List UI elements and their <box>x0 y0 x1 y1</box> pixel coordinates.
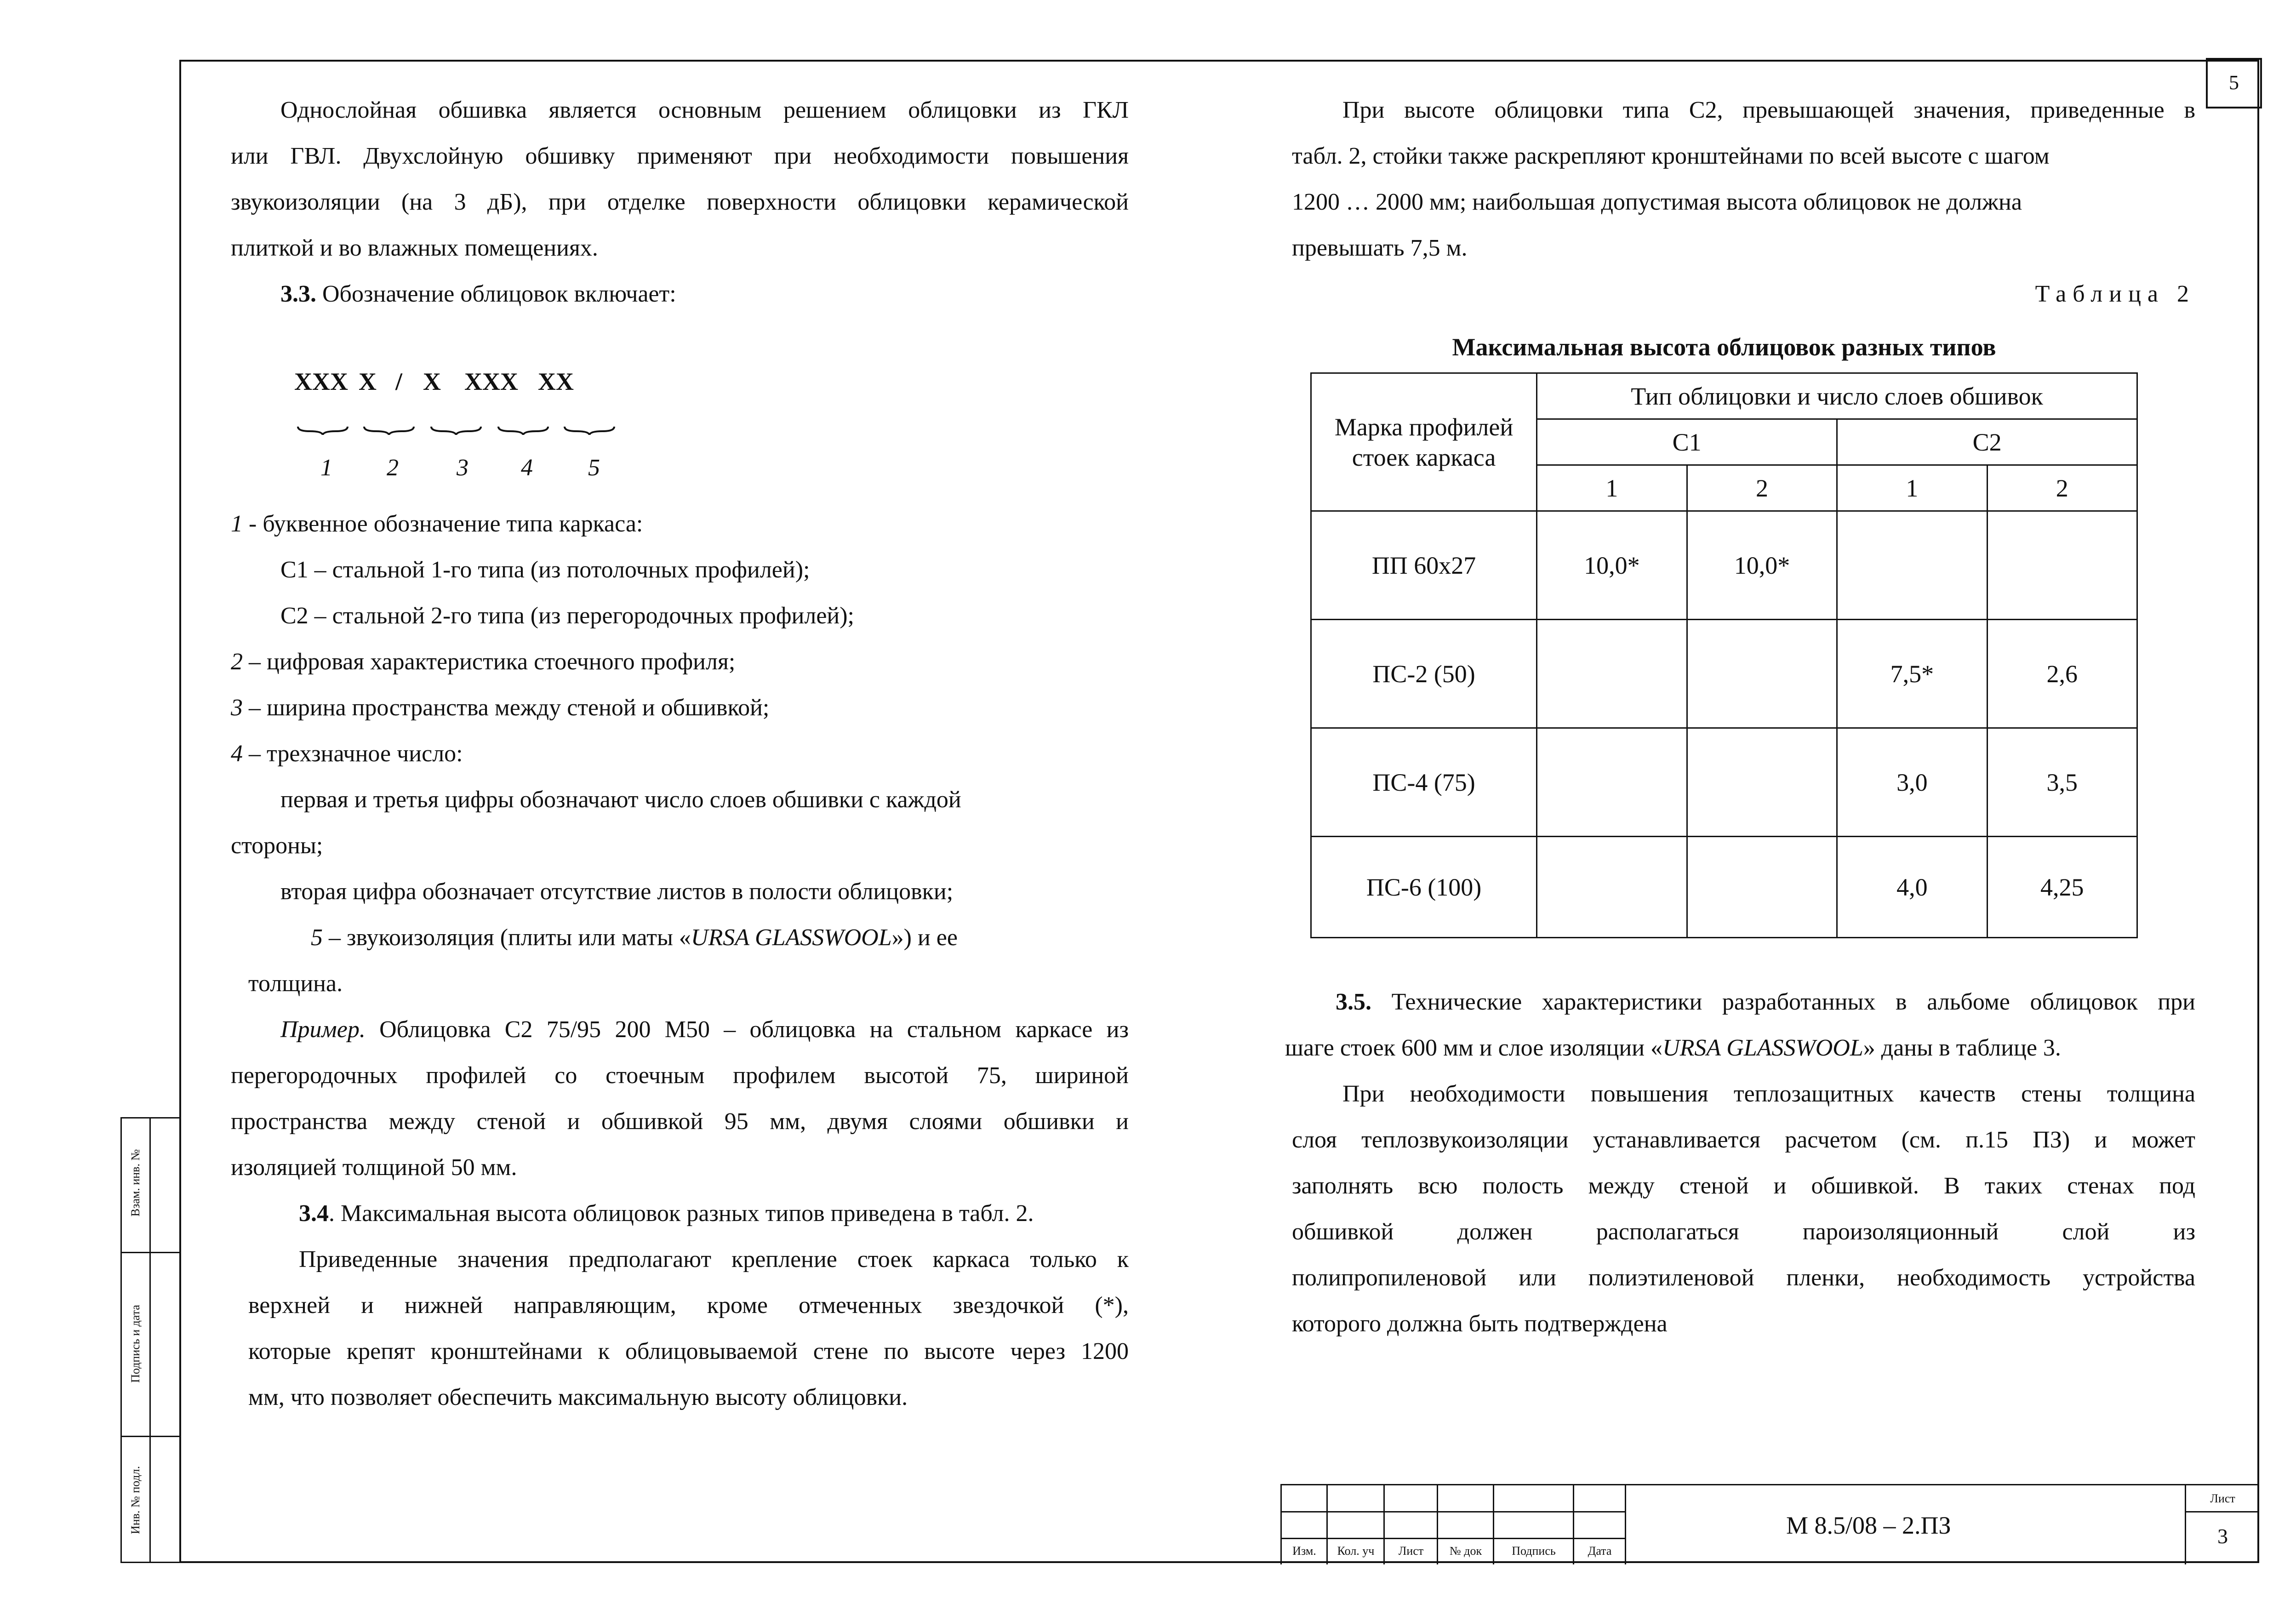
left-para-1-line-4: плиткой и во влажных помещениях. <box>231 235 598 261</box>
table-cell: 2,6 <box>1987 620 2137 728</box>
table-cell <box>1537 728 1687 837</box>
side-stamp-label: Взам. инв. № <box>129 1149 142 1217</box>
code-number-1: 1 <box>320 455 332 481</box>
sheet-label: Лист <box>2210 1492 2235 1505</box>
section-number: 3.3. <box>280 281 316 307</box>
stamp-col-line <box>1326 1485 1328 1564</box>
table-cell: ПС-4 (75) <box>1311 728 1537 837</box>
sheet-box <box>2185 1485 2259 1564</box>
right-last-line-2: слоя теплозвукоизоляции устанавливается расчетом (см. п.15 ПЗ) и может <box>1292 1127 2195 1153</box>
stamp-col-line <box>1493 1485 1494 1564</box>
stamp-header: Кол. уч <box>1337 1544 1375 1558</box>
section-3-3-heading <box>280 271 676 317</box>
table-header-profile: Марка профилей стоек каркаса <box>1311 373 1537 511</box>
right-last-line-6: которого должна быть подтверждена <box>1292 1311 1668 1337</box>
table-cell: 3,0 <box>1837 728 1987 837</box>
table-cell <box>1537 837 1687 938</box>
code-number-4: 4 <box>521 455 533 481</box>
table-header-layers: 1 <box>1537 465 1687 511</box>
table-cell <box>1837 511 1987 620</box>
max-height-table <box>1310 372 2138 938</box>
legend-item: С2 – стальной 2-го типа (из перегородочных профилей); <box>280 603 854 629</box>
section-3-4-heading: 3.4. Максимальная высота облицовок разных типов приведена в табл. 2. <box>299 1200 1034 1227</box>
stamp-grid-line <box>1280 1538 1626 1539</box>
table-cell <box>1987 511 2137 620</box>
right-para-1-line-3: 1200 … 2000 мм; наибольшая допустимая высота облицовок не должна <box>1292 189 2022 215</box>
legend-item: 3 – ширина пространства между стеной и обшивкой; <box>231 695 770 721</box>
legend-item: 4 – трехзначное число: <box>231 741 463 767</box>
section-3-4-line-2: верхней и нижней направляющим, кроме отмеченных звездочкой (*), <box>248 1292 1129 1318</box>
section-3-4-line-4: мм, что позволяет обеспечить максимальную высоту облицовки. <box>248 1384 908 1410</box>
table-cell: 3,5 <box>1987 728 2137 837</box>
right-para-1-line-1: При высоте облицовки типа С2, превышающей значения, приведенные в <box>1342 97 2195 123</box>
legend-4-line-b: стороны; <box>231 833 323 859</box>
left-para-1-line-1: Однослойная обшивка является основным решением облицовки из ГКЛ <box>280 97 1129 123</box>
table-cell: ПС-6 (100) <box>1311 837 1537 938</box>
stamp-col-line <box>1437 1485 1438 1564</box>
stamp-grid-line <box>1280 1511 1626 1512</box>
code-number-3: 3 <box>457 455 468 481</box>
stamp-header: № док <box>1449 1544 1482 1558</box>
side-stamp-label: Инв. № подл. <box>129 1466 142 1535</box>
stamp-col-line <box>1625 1485 1626 1564</box>
right-last-line-4: обшивкой должен располагаться пароизоляционный слой из <box>1292 1219 2195 1245</box>
table-header-type: Тип облицовки и число слоев обшивок <box>1537 373 2137 419</box>
bracket-icon <box>297 426 348 435</box>
stamp-col-line <box>1383 1485 1385 1564</box>
table-header-c1: С1 <box>1537 419 1837 465</box>
section-3-5-line-2: шаге стоек 600 мм и слое изоляции «URSA GLASSWOOL» даны в таблице 3. <box>1285 1035 2061 1061</box>
example-line-1: Пример. Облицовка С2 75/95 200 М50 – облицовка на стальном каркасе из <box>280 1016 1129 1043</box>
example-line-3: пространства между стеной и обшивкой 95 мм, двумя слоями обшивки и <box>231 1108 1129 1135</box>
stamp-col-line <box>1573 1485 1574 1564</box>
stamp-col-line <box>1280 1485 1282 1564</box>
table-row <box>1311 837 2137 938</box>
table-cell: 10,0* <box>1687 511 1837 620</box>
table-cell <box>1687 620 1837 728</box>
example-line-2: перегородочных профилей со стоечным профилем высотой 75, шириной <box>231 1062 1129 1089</box>
doc-code: М 8.5/08 – 2.ПЗ <box>1786 1512 1951 1539</box>
designation-code: XXX X / X XXX XX <box>294 368 574 395</box>
table-cell: 7,5* <box>1837 620 1987 728</box>
bracket-icon <box>497 426 549 435</box>
legend-item: 1 - буквенное обозначение типа каркаса: <box>231 511 643 537</box>
table-cell <box>1687 837 1837 938</box>
bracket-icon <box>564 426 615 435</box>
page-number-box <box>2206 58 2262 108</box>
bracket-icon <box>430 426 482 435</box>
section-3-5-line-1: 3.5. Технические характеристики разработанных в альбоме облицовок при <box>1336 989 2195 1015</box>
table-row <box>1311 511 2137 620</box>
table-title: Максимальная высота облицовок разных типов <box>1452 333 1996 361</box>
legend-item: С1 – стальной 1-го типа (из потолочных профилей); <box>280 557 810 583</box>
table-header-c2: С2 <box>1837 419 2137 465</box>
title-block <box>1280 1484 2259 1563</box>
sheet-box-divider <box>2186 1511 2259 1512</box>
stamp-header: Изм. <box>1292 1544 1316 1558</box>
stamp-grid <box>1280 1485 1626 1564</box>
legend-4-line-a: первая и третья цифры обозначают число слоев обшивки с каждой <box>280 787 961 813</box>
example-label: Пример. <box>280 1016 366 1043</box>
table-row <box>1311 728 2137 837</box>
table-header-layers: 2 <box>1687 465 1837 511</box>
section-3-4-line-3: которые крепят кронштейнами к облицовываемой стене по высоте через 1200 <box>248 1338 1129 1364</box>
section-text: Обозначение облицовок включает: <box>316 281 676 307</box>
right-para-1-line-2: табл. 2, стойки также раскрепляют кронштейнами по всей высоте с шагом <box>1292 143 2050 169</box>
stamp-header: Подпись <box>1512 1544 1556 1558</box>
code-number-5: 5 <box>588 455 600 481</box>
legend-5: 5 – звукоизоляция (плиты или маты «URSA GLASSWOOL») и ее <box>311 924 958 951</box>
table-cell: ПП 60х27 <box>1311 511 1537 620</box>
left-para-1-line-2: или ГВЛ. Двухслойную обшивку применяют при необходимости повышения <box>231 143 1129 169</box>
side-stamp-label: Подпись и дата <box>129 1305 142 1383</box>
side-stamp-divider <box>149 1119 151 1562</box>
stamp-header: Лист <box>1398 1544 1424 1558</box>
left-para-1-line-3: звукоизоляции (на 3 дБ), при отделке поверхности облицовки керамической <box>231 189 1129 215</box>
right-para-1-line-4: превышать 7,5 м. <box>1292 235 1468 261</box>
side-stamp <box>120 1117 181 1563</box>
table-label: Таблица 2 <box>2035 281 2195 307</box>
table-cell: 4,0 <box>1837 837 1987 938</box>
legend-5-cont: толщина. <box>248 970 343 997</box>
section-3-4-line-1: Приведенные значения предполагают крепление стоек каркаса только к <box>299 1246 1129 1273</box>
legend-4-line-c: вторая цифра обозначает отсутствие листов в полости облицовки; <box>280 879 954 905</box>
table-header-layers: 2 <box>1987 465 2137 511</box>
page-number: 5 <box>2229 71 2239 94</box>
table-cell: 4,25 <box>1987 837 2137 938</box>
table-cell: ПС-2 (50) <box>1311 620 1537 728</box>
right-last-line-1: При необходимости повышения теплозащитных качеств стены толщина <box>1342 1081 2195 1107</box>
table-cell: 10,0* <box>1537 511 1687 620</box>
bracket-icon <box>363 426 415 435</box>
stamp-header: Дата <box>1588 1544 1612 1558</box>
legend-item: 2 – цифровая характеристика стоечного профиля; <box>231 649 736 675</box>
side-stamp-divider <box>122 1252 180 1253</box>
table-cell <box>1687 728 1837 837</box>
example-line-4: изоляцией толщиной 50 мм. <box>231 1154 517 1181</box>
right-last-line-5: полипропиленовой или полиэтиленовой пленки, необходимость устройства <box>1292 1265 2195 1291</box>
table-row <box>1311 620 2137 728</box>
table-header-layers: 1 <box>1837 465 1987 511</box>
sheet-number: 3 <box>2217 1524 2228 1548</box>
code-number-2: 2 <box>387 455 399 481</box>
right-last-line-3: заполнять всю полость между стеной и обшивкой. В таких стенах под <box>1292 1173 2195 1199</box>
table-cell <box>1537 620 1687 728</box>
